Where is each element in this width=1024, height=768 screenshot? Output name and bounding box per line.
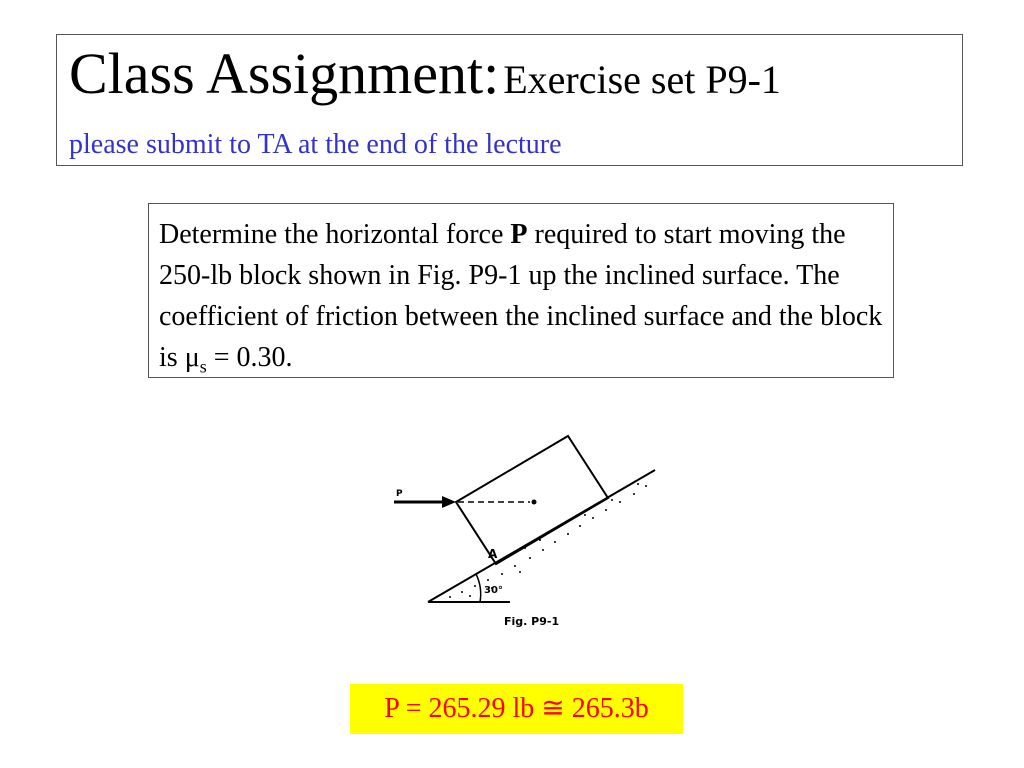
block-center-point [532, 500, 537, 505]
problem-text-end: = 0.30. [206, 342, 293, 373]
incline-surface [428, 470, 655, 602]
inclined-plane-diagram [380, 420, 680, 640]
problem-text-middle: required to start moving the 250-lb block shown in Fig. P9-1 up the inclined surface. The coefficient of friction between the inclined surface and the block is [159, 219, 883, 373]
figure-p9-1 [380, 420, 680, 640]
force-symbol: P [510, 219, 528, 250]
angle-label: 30° [484, 585, 503, 596]
exercise-set-label: Exercise set P9-1 [503, 57, 781, 102]
contact-point-label: A [488, 547, 498, 561]
mu-subscript: s [199, 356, 207, 377]
title-box [56, 34, 963, 166]
problem-text-start: Determine the horizontal force [159, 219, 511, 250]
answer-box: P = 265.29 lb ≅ 265.3b [350, 684, 683, 734]
title-line [69, 41, 781, 106]
submission-note: please submit to TA at the end of the lecture [69, 129, 562, 160]
angle-arc [476, 574, 481, 602]
problem-statement [148, 203, 894, 378]
force-label: P [396, 489, 403, 499]
block [456, 436, 608, 564]
figure-caption: Fig. P9-1 [504, 615, 560, 628]
page-title: Class Assignment: [69, 41, 500, 106]
mu-symbol: μ [184, 342, 200, 373]
force-arrowhead [442, 496, 456, 508]
